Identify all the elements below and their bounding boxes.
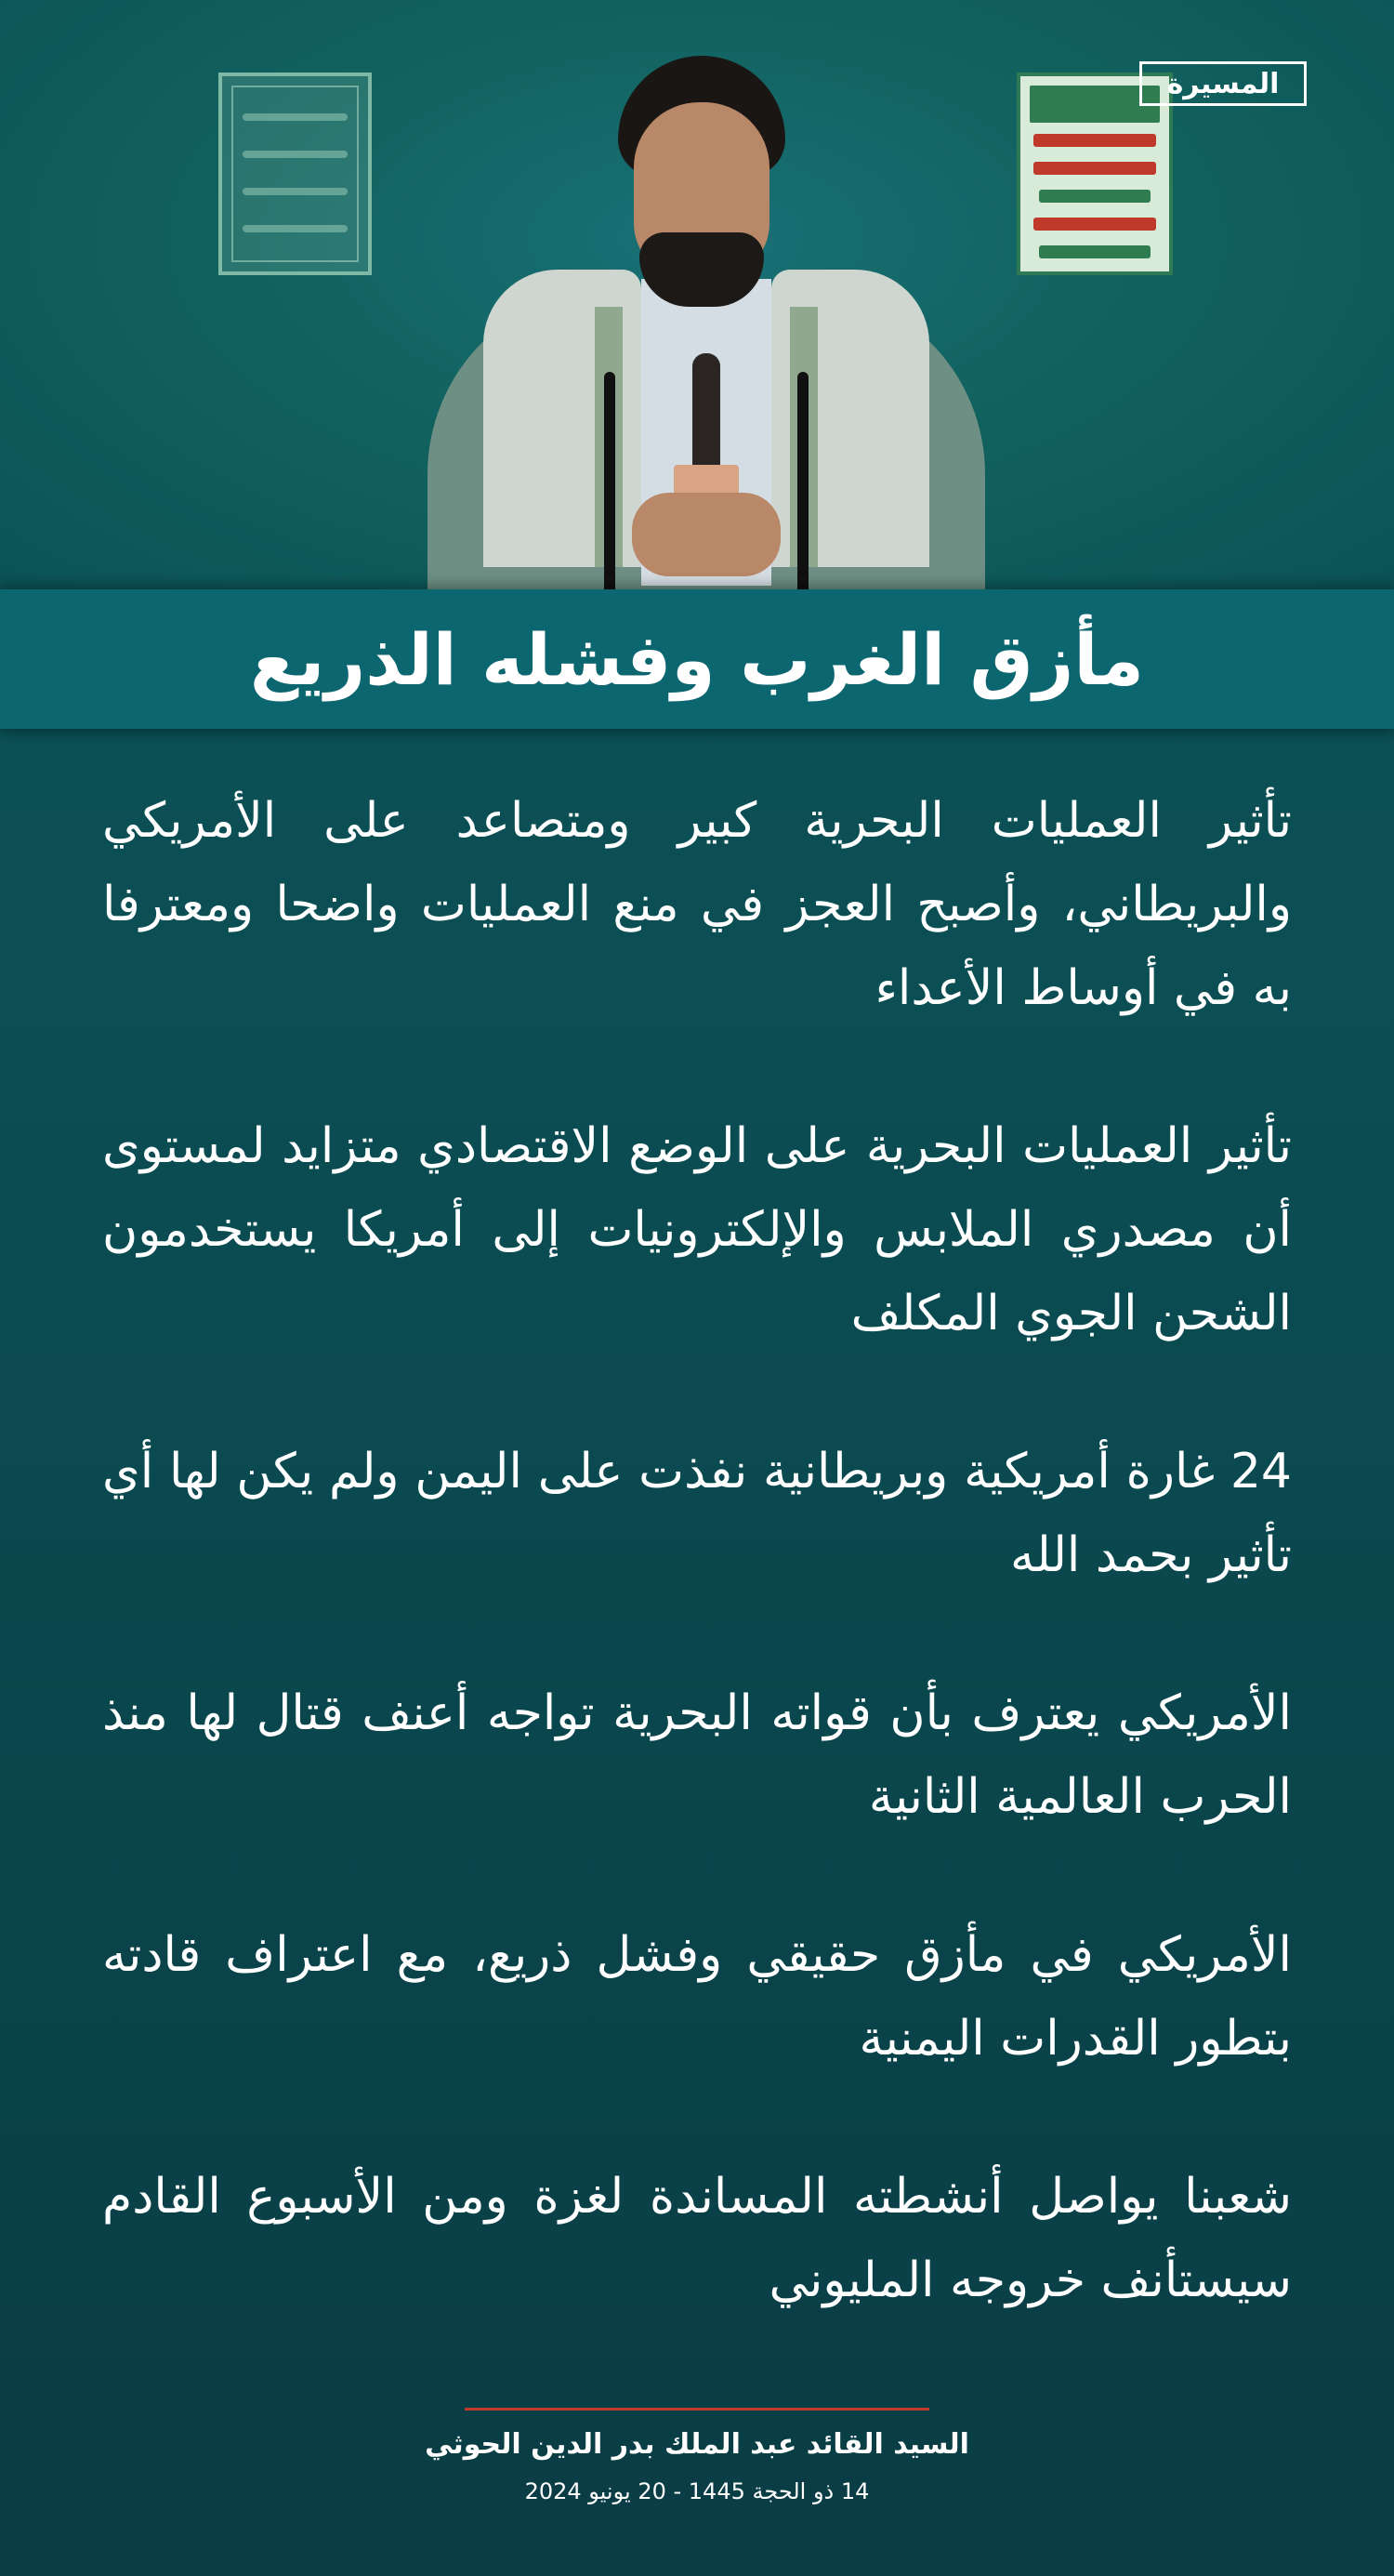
paragraph: تأثير العمليات البحرية على الوضع الاقتصادي متزايد لمستوى أن مصدري الملابس والإلكترونيات إلى أمريكا يستخدمون الشحن الجوي المكلف (102, 1118, 1292, 1341)
portrait-scarf-right (771, 270, 929, 567)
paragraph: الأمريكي يعترف بأن قواته البحرية تواجه أعنف قتال لها منذ الحرب العالمية الثانية (102, 1685, 1292, 1825)
banner-line-red (1033, 134, 1156, 147)
paragraph: الأمريكي في مأزق حقيقي وفشل ذريع، مع اعتراف قادته بتطور القدرات اليمنية (102, 1927, 1292, 2067)
speech-date: 14 ذو الحجة 1445 - 20 يونيو 2024 (524, 2478, 870, 2504)
hero-image (0, 0, 1394, 595)
microphone-right (797, 372, 809, 595)
paragraph: 24 غارة أمريكية وبريطانية نفذت على اليمن ولم يكن لها أي تأثير بحمد الله (102, 1444, 1292, 1583)
banner-line-red (1033, 162, 1156, 175)
microphone-left (604, 372, 615, 595)
banner-frame (231, 86, 359, 262)
slogan-banner-left (218, 73, 372, 275)
title-bar (0, 589, 1394, 729)
banner-calligraphy (243, 188, 348, 195)
speaker-name: السيد القائد عبد الملك بدر الدين الحوثي (425, 2428, 969, 2461)
speaker-portrait (427, 56, 985, 595)
portrait-hands (632, 493, 781, 576)
banner-line-green (1039, 190, 1151, 203)
banner-calligraphy (243, 113, 348, 121)
banner-calligraphy (243, 151, 348, 158)
portrait-beard (639, 232, 764, 307)
banner-line-green (1039, 245, 1151, 258)
page-title: مأزق الغرب وفشله الذريع (250, 617, 1144, 701)
portrait-scarf-left (483, 270, 641, 567)
banner-line-red (1033, 218, 1156, 231)
footer-divider (465, 2408, 929, 2411)
banner-calligraphy (243, 225, 348, 232)
content-body (102, 779, 1292, 2397)
paragraph: تأثير العمليات البحرية كبير ومتصاعد على الأمريكي والبريطاني، وأصبح العجز في منع العمليات واضحا ومعترفا به في أوساط الأعداء (102, 793, 1292, 1016)
paragraph: شعبنا يواصل أنشطته المساندة لغزة ومن الأسبوع القادم سيستأنف خروجه المليوني (102, 2169, 1292, 2308)
almasirah-logo: المسيرة (1139, 61, 1307, 106)
